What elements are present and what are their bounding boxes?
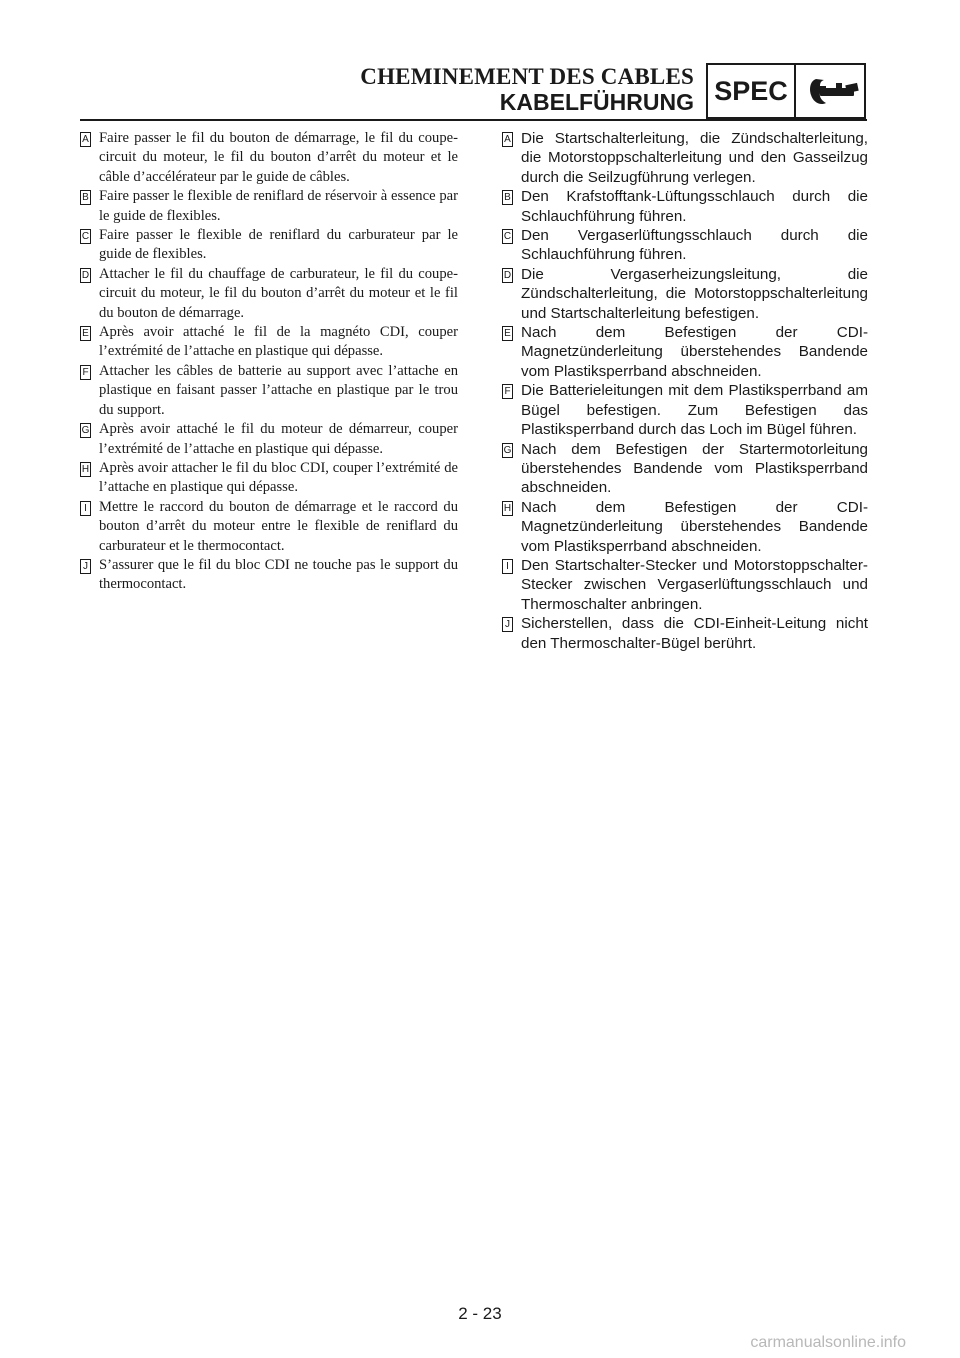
item-marker: A: [502, 132, 513, 147]
item-text: Faire passer le flexible de reniflard de réservoir à essence par le guide de flexibles.: [99, 188, 458, 224]
list-item: [502, 498, 868, 556]
item-marker: A: [80, 132, 91, 147]
item-marker: J: [502, 617, 513, 632]
item-text: Den Vergaserlüftungsschlauch durch die Schlauchführung führen.: [521, 227, 868, 264]
item-text: Nach dem Befestigen der CDI-Magnetzünderleitung überstehendes Bandende vom Plastiksperrband abschneiden.: [521, 498, 868, 555]
list-item: [502, 323, 868, 381]
spec-label: SPEC: [714, 76, 788, 106]
list-item: [80, 323, 458, 362]
item-text: Faire passer le fil du bouton de démarrage, le fil du coupe-circuit du moteur, le fil du bouton d’arrêt du moteur et le câble d’accélérateur par le guide de câbles.: [99, 130, 458, 185]
item-marker: J: [80, 559, 91, 574]
page-header: [0, 0, 960, 125]
item-marker: F: [80, 365, 91, 380]
item-marker: D: [503, 269, 512, 281]
item-marker: B: [502, 190, 513, 205]
section-title-french: CHEMINEMENT DES CABLES: [360, 64, 694, 89]
item-text: S’assurer que le fil du bloc CDI ne touche pas le support du thermocontact.: [99, 556, 458, 593]
item-text: Die Batterieleitungen mit dem Plastiksperrband am Bügel befestigen. Zum Befestigen das Plastiksperrband durch das Loch im Bügel führen.: [521, 382, 868, 439]
list-item: [80, 420, 458, 459]
list-item: [80, 187, 458, 226]
list-item: [502, 187, 868, 226]
page-number: 2 - 23: [458, 1304, 502, 1323]
item-text: Die Vergaserheizungsleitung, die Zündschalterleitung, die Motorstoppschalterleitung und Startschalterleitung befestigen.: [521, 265, 868, 322]
french-instructions: [80, 129, 458, 595]
list-item: [502, 381, 868, 439]
item-marker: G: [81, 425, 90, 437]
item-marker: D: [81, 269, 90, 281]
list-item: [80, 362, 458, 420]
list-item: [502, 556, 868, 614]
list-item: [80, 265, 458, 323]
list-item: [502, 226, 868, 265]
item-text: Faire passer le flexible de reniflard du carburateur par le guide de flexibles.: [99, 227, 458, 263]
item-text: Après avoir attaché le fil de la magnéto CDI, couper l’extrémité de l’attache en plastique qui dépasse.: [99, 324, 458, 360]
list-item: [502, 440, 868, 498]
list-item: [80, 459, 458, 498]
watermark-text: carmanualsonline.info: [750, 1334, 906, 1351]
item-marker: I: [80, 501, 91, 516]
spec-badge-divider: [794, 65, 796, 117]
list-item: [80, 129, 458, 187]
item-text: Den Startschalter-Stecker und Motorstoppschalter-Stecker zwischen Vergaserlüftungsschlauch und Thermoschalter anbringen.: [521, 556, 868, 613]
item-text: Après avoir attaché le fil du moteur de démarreur, couper l’extrémité de l’attache en plastique qui dépasse.: [99, 421, 458, 457]
item-text: Nach dem Befestigen der Startermotorleitung überstehendes Bandende vom Plastiksperrband abschneiden.: [521, 440, 868, 497]
item-text: Sicherstellen, dass die CDI-Einheit-Leitung nicht den Thermoschalter-Bügel berührt.: [521, 615, 868, 652]
item-marker: G: [503, 444, 512, 456]
item-text: Die Startschalterleitung, die Zündschalterleitung, die Motorstoppschalterleitung und den Gasseilzug durch die Seilzugführung verlegen.: [521, 130, 868, 186]
spec-badge: [706, 63, 866, 119]
item-marker: C: [81, 231, 90, 243]
item-marker: I: [502, 559, 513, 574]
item-marker: F: [502, 384, 513, 399]
german-instructions: [502, 129, 868, 653]
item-text: Den Krafstofftank-Lüftungsschlauch durch die Schlauchführung führen.: [521, 188, 868, 225]
item-text: Nach dem Befestigen der CDI-Magnetzünderleitung überstehendes Bandende vom Plastiksperrband abschneiden.: [521, 324, 868, 380]
list-item: [80, 226, 458, 265]
item-marker: B: [80, 190, 91, 205]
item-text: Mettre le raccord du bouton de démarrage et le raccord du bouton d’arrêt du moteur entre le flexible de reniflard du carburateur et le thermocontact.: [99, 498, 458, 554]
wrench-icon: [806, 71, 862, 111]
list-item: [502, 129, 868, 187]
header-divider: [80, 119, 867, 121]
item-marker: E: [502, 326, 513, 341]
list-item: [502, 265, 868, 323]
list-item: [80, 556, 458, 595]
item-marker: H: [503, 502, 512, 514]
item-marker: C: [503, 231, 512, 243]
item-text: Attacher les câbles de batterie au support avec l’attache en plastique en faisant passer l’attache en plastique par le trou du support.: [99, 362, 458, 418]
list-item: [80, 498, 458, 556]
item-marker: E: [80, 326, 91, 341]
item-text: Attacher le fil du chauffage de carburateur, le fil du coupe-circuit du moteur, le fil du bouton d’arrêt du moteur et le fil du bouton de démarrage.: [99, 265, 458, 321]
item-text: Après avoir attacher le fil du bloc CDI, couper l’extrémité de l’attache en plastique qui dépasse.: [99, 459, 458, 496]
list-item: [502, 614, 868, 653]
section-title-german: KABELFÜHRUNG: [499, 89, 694, 115]
item-marker: H: [81, 463, 90, 475]
